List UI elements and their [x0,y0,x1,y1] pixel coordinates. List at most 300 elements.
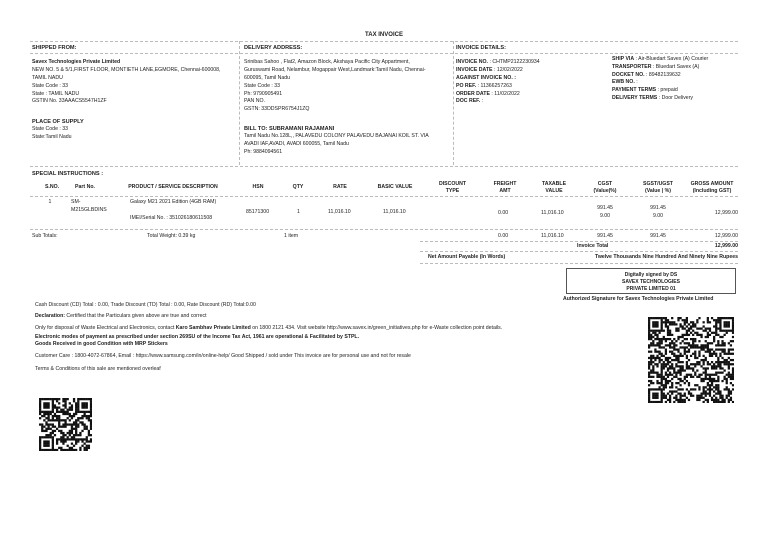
qr-module [719,344,721,346]
qr-module [665,384,667,386]
qr-module [45,440,47,442]
qr-module [715,348,717,350]
qr-module [658,346,660,348]
qr-module [47,445,49,447]
qr-module [648,338,650,340]
qr-module [39,438,41,440]
qr-module [41,449,43,451]
qr-module [709,330,711,332]
qr-module [90,421,92,423]
qr-module [658,338,660,340]
qr-module [684,319,686,321]
qr-module [75,440,77,442]
qr-module [52,411,54,413]
bill-to-heading: BILL TO: SUBRAMANI RAJAMANI [244,126,335,132]
qr-module [652,393,654,395]
qr-module [663,361,665,363]
qr-module [677,365,679,367]
qr-module [84,447,86,449]
qr-module [673,323,675,325]
qr-module [667,321,669,323]
qr-module [90,440,92,442]
qr-module [726,332,728,334]
qr-module [705,386,707,388]
qr-module [713,395,715,397]
delivery-address-block [244,44,454,114]
qr-module [671,353,673,355]
qr-module [728,365,730,367]
qr-module [675,363,677,365]
qr-module [658,330,660,332]
qr-module [52,440,54,442]
qr-module [73,436,75,438]
qr-module [84,404,86,406]
qr-module [709,351,711,353]
qr-module [715,319,717,321]
qr-module [45,428,47,430]
qr-module [648,325,650,327]
qr-module [88,447,90,449]
qr-module [711,378,713,380]
qr-module [79,449,81,451]
qr-module [81,421,83,423]
qr-module [698,340,700,342]
qr-module [47,417,49,419]
qr-module [705,369,707,371]
qr-module [75,413,77,415]
qr-module [669,401,671,403]
qr-module [69,402,71,404]
qr-module [665,386,667,388]
qr-module [650,376,652,378]
qr-module [75,421,77,423]
qr-module [715,332,717,334]
qr-module [67,398,69,400]
qr-module [684,395,686,397]
qr-module [728,363,730,365]
place-of-supply-block [32,118,237,142]
qr-module [656,365,658,367]
qr-module [724,334,726,336]
qr-module [62,400,64,402]
qr-module [71,447,73,449]
qr-module [709,342,711,344]
qr-module [728,342,730,344]
qr-module [675,390,677,392]
qr-module [732,372,734,374]
qr-module [671,393,673,395]
qr-module [75,411,77,413]
qr-module [656,397,658,399]
qr-module [62,434,64,436]
qr-module [679,399,681,401]
delivery-gstin: GSTN: 33DDSPR6754J1ZQ [244,106,310,113]
terms-notice: Terms & Conditions of this sale are mentioned overleaf [35,366,161,372]
qr-module [713,340,715,342]
qr-module [648,384,650,386]
qr-module [39,436,41,438]
qr-module [686,330,688,332]
qr-module [690,395,692,397]
qr-module [682,336,684,338]
qr-module [698,386,700,388]
qr-module [669,357,671,359]
qr-module [75,432,77,434]
qr-module [715,361,717,363]
qr-module [665,344,667,346]
qr-module [726,382,728,384]
qr-module [709,384,711,386]
qr-module [698,397,700,399]
qr-module [682,399,684,401]
qr-module [654,344,656,346]
qr-module [667,363,669,365]
qr-module [86,436,88,438]
qr-module [707,401,709,403]
qr-module [45,406,47,408]
qr-module [71,430,73,432]
qr-module [673,390,675,392]
qr-module [62,440,64,442]
qr-module [54,434,56,436]
qr-module [88,445,90,447]
qr-module [715,323,717,325]
qr-module [84,398,86,400]
qr-module [648,363,650,365]
qr-module [719,317,721,319]
qr-module [688,359,690,361]
qr-module [77,400,79,402]
qr-module [667,330,669,332]
qr-module [707,319,709,321]
qr-module [661,319,663,321]
qr-module [705,372,707,374]
qr-module [652,321,654,323]
qr-module [694,363,696,365]
qr-module [694,388,696,390]
qr-module [707,374,709,376]
invoice-total-label: Invoice Total [577,243,609,249]
qr-module [728,395,730,397]
qr-module [52,415,54,417]
qr-module [79,398,81,400]
qr-module [677,319,679,321]
qr-module [700,336,702,338]
qr-module [692,376,694,378]
qr-module [711,399,713,401]
qr-module [684,348,686,350]
qr-module [84,438,86,440]
qr-module [90,400,92,402]
qr-module [679,393,681,395]
qr-module [661,374,663,376]
qr-module [75,426,77,428]
qr-module [650,369,652,371]
qr-module [52,432,54,434]
qr-module [661,397,663,399]
qr-module [732,332,734,334]
qr-module [684,376,686,378]
qr-module [675,323,677,325]
qr-module [667,332,669,334]
qr-module [728,348,730,350]
qr-module [71,428,73,430]
qr-module [661,321,663,323]
qr-module [648,365,650,367]
qr-module [721,344,723,346]
qr-module [732,374,734,376]
qr-module [661,353,663,355]
qr-module [86,417,88,419]
qr-module [88,411,90,413]
qr-module [86,398,88,400]
qr-module [654,332,656,334]
qr-module [69,415,71,417]
qr-module [728,353,730,355]
qr-module [661,359,663,361]
qr-module [730,382,732,384]
qr-module [700,374,702,376]
qr-module [43,413,45,415]
declaration [35,313,207,321]
qr-module [715,399,717,401]
qr-module [77,423,79,425]
qr-module [90,423,92,425]
qr-module [663,338,665,340]
qr-module [64,406,66,408]
qr-module [86,445,88,447]
qr-module [707,393,709,395]
qr-module [732,378,734,380]
qr-module [715,353,717,355]
qr-module [56,415,58,417]
qr-module [656,334,658,336]
qr-module [679,325,681,327]
qr-module [717,340,719,342]
qr-module [656,344,658,346]
qr-module [661,330,663,332]
qr-module [713,325,715,327]
qr-module [661,340,663,342]
qr-module [732,353,734,355]
qr-module [84,426,86,428]
qr-module [696,334,698,336]
qr-module [673,348,675,350]
qr-module [719,323,721,325]
qr-module [652,323,654,325]
qr-module [656,325,658,327]
qr-module [696,363,698,365]
invoice-details-heading: INVOICE DETAILS: [456,45,506,51]
qr-module [43,449,45,451]
qr-module [47,426,49,428]
total-divider [420,251,738,252]
qr-module [671,340,673,342]
qr-module [698,388,700,390]
col-cgst-header: CGST (Value|%) [593,181,617,195]
qr-module [724,351,726,353]
table-header-divider [30,196,738,197]
qr-module [684,393,686,395]
against-invoice-label: AGAINST INVOICE NO. : [456,74,516,81]
qr-module [41,415,43,417]
qr-module [715,386,717,388]
qr-module [669,374,671,376]
special-instructions: SPECIAL INSTRUCTIONS : [32,171,104,177]
qr-module [652,367,654,369]
qr-module [711,365,713,367]
qr-module [728,393,730,395]
shipped-from-company: Savex Technologies Private Limited [32,59,121,66]
qr-module [684,334,686,336]
qr-module [75,434,77,436]
row-sgst: 991.45 9.00 [650,205,666,219]
qr-module [656,357,658,359]
qr-module [694,323,696,325]
qr-module [665,357,667,359]
qr-module [730,393,732,395]
qr-module [663,336,665,338]
qr-module [719,393,721,395]
qr-module [730,374,732,376]
qr-module [713,338,715,340]
col-basic-header: BASIC VALUE [377,184,413,190]
qr-module [43,419,45,421]
qr-module [648,395,650,397]
delivery-terms: : Door Delivery [657,94,694,101]
doc-ref: : [480,98,484,105]
qr-module [658,386,660,388]
qr-module [67,411,69,413]
qr-module [732,327,734,329]
qr-module [696,395,698,397]
qr-module [54,415,56,417]
qr-module [73,423,75,425]
qr-module [690,355,692,357]
qr-module [652,388,654,390]
shipped-from-gstin: GSTIN No. 33AAACS5547H1ZF [32,98,107,105]
qr-module [667,369,669,371]
qr-module [39,440,41,442]
qr-module [654,395,656,397]
qr-module [719,325,721,327]
qr-module [732,330,734,332]
qr-module [60,411,62,413]
qr-module [54,430,56,432]
qr-module [650,382,652,384]
total-weight: Total Weight: 0.39 kg [147,233,196,239]
qr-module [707,317,709,319]
qr-module [703,344,705,346]
qr-module [79,421,81,423]
qr-module [686,367,688,369]
qr-module [69,413,71,415]
qr-module [52,445,54,447]
qr-module [732,317,734,319]
qr-module [715,393,717,395]
qr-module [77,434,79,436]
qr-module [713,365,715,367]
qr-module [715,321,717,323]
qr-module [654,372,656,374]
qr-module [705,336,707,338]
docket: : 89482139632 [644,71,681,78]
qr-module [721,348,723,350]
qr-module [50,428,52,430]
qr-module [47,402,49,404]
qr-module [679,397,681,399]
qr-module [726,323,728,325]
qr-module [52,447,54,449]
qr-module [686,365,688,367]
qr-module [679,361,681,363]
qr-module [648,321,650,323]
qr-module [696,376,698,378]
qr-module [696,357,698,359]
qr-module [703,380,705,382]
qr-module [679,369,681,371]
qr-module [684,338,686,340]
qr-module [650,401,652,403]
qr-module [90,404,92,406]
qr-module [679,317,681,319]
qr-module [717,384,719,386]
qr-module [721,395,723,397]
qr-module [648,367,650,369]
col-gross-header: GROSS AMOUNT (Including GST) [690,181,734,195]
qr-module [671,321,673,323]
qr-module [86,426,88,428]
qr-module [50,436,52,438]
qr-module [56,417,58,419]
qr-module [88,398,90,400]
goods-received-notice: Goods Received in good Condition with MRP Stickers [35,341,168,347]
qr-module [665,397,667,399]
qr-module [682,369,684,371]
qr-module [75,404,77,406]
qr-module [43,404,45,406]
qr-module [60,426,62,428]
qr-module [707,342,709,344]
order-date: : 11/02/2022 [489,90,520,97]
qr-module [77,404,79,406]
qr-module [707,363,709,365]
qr-module [711,348,713,350]
qr-module [658,388,660,390]
qr-module [45,404,47,406]
qr-module [730,399,732,401]
qr-module [652,342,654,344]
qr-code-large [648,317,734,403]
qr-module [652,325,654,327]
qr-module [728,399,730,401]
qr-module [719,353,721,355]
qr-module [711,353,713,355]
qr-module [62,426,64,428]
qr-module [663,386,665,388]
qr-module [71,426,73,428]
qr-module [707,334,709,336]
qr-module [732,369,734,371]
qr-module [71,449,73,451]
qr-module [677,401,679,403]
qr-module [703,367,705,369]
qr-module [84,428,86,430]
qr-module [726,386,728,388]
qr-module [64,404,66,406]
qr-module [663,388,665,390]
qr-module [658,342,660,344]
